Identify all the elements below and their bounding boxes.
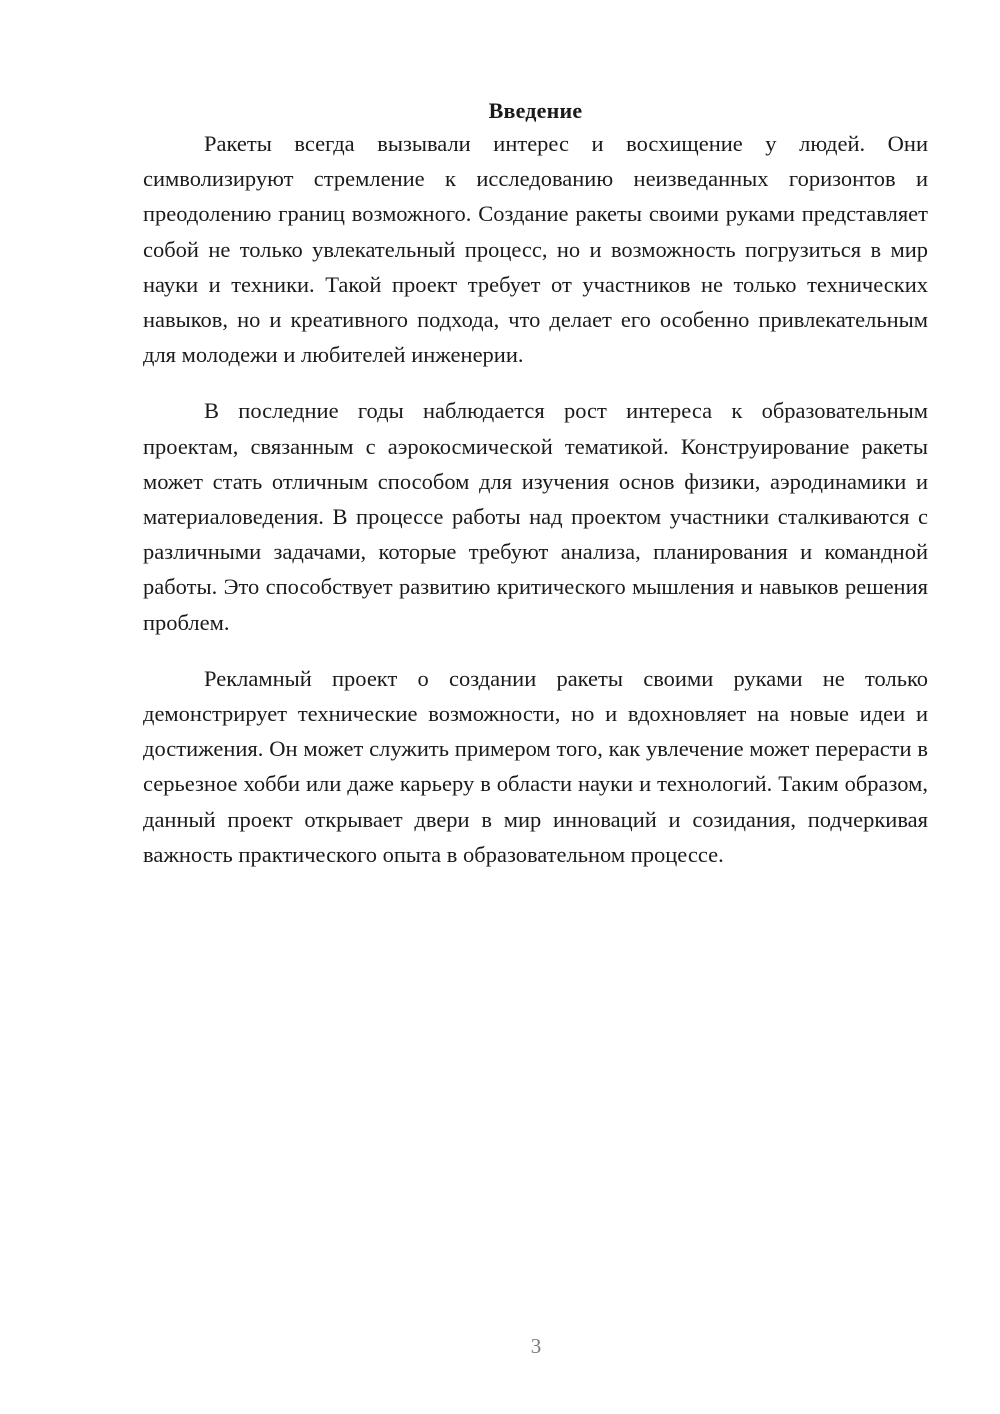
page-content: [143, 96, 928, 872]
paragraph: Ракеты всегда вызывали интерес и восхищение у людей. Они символизируют стремление к исследованию неизведанных горизонтов и преодолению границ возможного. Создание ракеты своими руками представляет собой не только увлекательный процесс, но и возможность погрузиться в мир науки и техники. Такой проект требует от участников не только технических навыков, но и креативного подхода, что делает его особенно привлекательным для молодежи и любителей инженерии.: [143, 131, 928, 368]
section-title: Введение: [488, 98, 583, 123]
paragraph: В последние годы наблюдается рост интереса к образовательным проектам, связанным с аэрокосмической тематикой. Конструирование ракеты может стать отличным способом для изучения основ физики, аэродинамики и материаловедения. В процессе работы над проектом участники сталкиваются с различными задачами, которые требуют анализа, планирования и командной работы. Это способствует развитию критического мышления и навыков решения проблем.: [143, 398, 928, 635]
paragraph: Рекламный проект о создании ракеты своими руками не только демонстрирует технические возможности, но и вдохновляет на новые идеи и достижения. Он может служить примером того, как увлечение может перерасти в серьезное хобби или даже карьеру в области науки и технологий. Таким образом, данный проект открывает двери в мир инноваций и созидания, подчеркивая важность практического опыта в образовательном процессе.: [143, 665, 928, 867]
page-number: 3: [530, 1334, 542, 1358]
